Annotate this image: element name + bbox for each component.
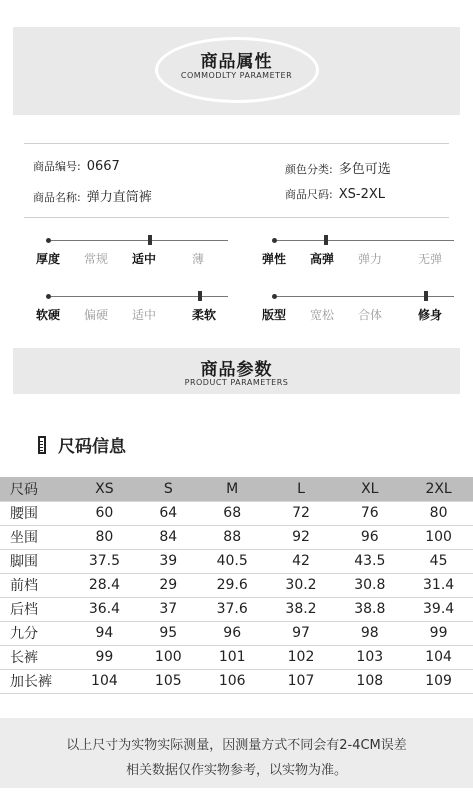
attribute-option: 常规 [84, 252, 109, 266]
table-cell: 104 [70, 669, 139, 693]
table-row [0, 525, 473, 549]
attribute-option: 高弹 [310, 252, 335, 266]
table-header-cell: S [139, 477, 198, 501]
table-cell: 37 [139, 597, 198, 621]
table-cell: 29 [139, 573, 198, 597]
table-cell: 后档 [0, 597, 70, 621]
table-cell: 39 [139, 549, 198, 573]
table-cell: 38.8 [335, 597, 404, 621]
table-cell: 29.6 [198, 573, 267, 597]
table-cell: 97 [267, 621, 336, 645]
table-row [0, 621, 473, 645]
table-cell: 92 [267, 525, 336, 549]
disclaimer-footer [0, 718, 473, 788]
info-item-size: 商品尺码: XS-2XL [285, 187, 385, 202]
attribute-option: 偏硬 [84, 308, 109, 322]
info-item-color: 颜色分类: 多色可选 [285, 162, 391, 177]
table-cell: 30.2 [267, 573, 336, 597]
table-cell: 100 [404, 525, 473, 549]
table-cell: 腰围 [0, 501, 70, 525]
table-cell: 84 [139, 525, 198, 549]
attribute-option: 修身 [418, 308, 443, 322]
attribute-name: 软硬 [36, 308, 61, 322]
table-cell: 45 [404, 549, 473, 573]
scale-start-dot [272, 294, 277, 299]
table-cell: 95 [139, 621, 198, 645]
size-table [0, 477, 473, 694]
table-cell: 105 [139, 669, 198, 693]
table-cell: 30.8 [335, 573, 404, 597]
table-cell: 80 [404, 501, 473, 525]
banner-subtitle: COMMODLTY PARAMETER [180, 71, 293, 80]
table-cell: 加长裤 [0, 669, 70, 693]
table-cell: 99 [70, 645, 139, 669]
scale-start-dot [46, 238, 51, 243]
banner-subtitle: PRODUCT PARAMETERS [184, 378, 289, 387]
divider [24, 217, 449, 218]
disclaimer-line-2: 相关数据仅作实物参考，以实物为准。 [125, 763, 347, 778]
divider [24, 143, 449, 144]
table-cell: 40.5 [198, 549, 267, 573]
attribute-option: 弹力 [358, 252, 383, 266]
table-row [0, 573, 473, 597]
table-cell: 64 [139, 501, 198, 525]
attribute-option: 适中 [132, 252, 157, 266]
table-cell: 96 [335, 525, 404, 549]
scale-track [274, 240, 454, 241]
product-parameters-banner [13, 348, 460, 394]
attribute-option: 适中 [132, 308, 157, 322]
table-cell: 长裤 [0, 645, 70, 669]
table-row [0, 501, 473, 525]
table-cell: 106 [198, 669, 267, 693]
scale-track [48, 240, 228, 241]
commodity-parameter-banner [13, 27, 460, 115]
table-cell: 72 [267, 501, 336, 525]
table-cell: 42 [267, 549, 336, 573]
disclaimer-line-1: 以上尺寸为实物实际测量，因测量方式不同会有2-4CM误差 [66, 738, 407, 753]
table-row [0, 597, 473, 621]
table-cell: 37.5 [70, 549, 139, 573]
scale-start-dot [46, 294, 51, 299]
table-header-cell: M [198, 477, 267, 501]
table-header-cell: XS [70, 477, 139, 501]
table-cell: 坐围 [0, 525, 70, 549]
info-item-name: 商品名称: 弹力直筒裤 [33, 190, 152, 205]
table-cell: 脚围 [0, 549, 70, 573]
table-cell: 60 [70, 501, 139, 525]
table-cell: 104 [404, 645, 473, 669]
scale-marker [198, 291, 202, 301]
scale-marker [424, 291, 428, 301]
scale-start-dot [272, 238, 277, 243]
table-cell: 31.4 [404, 573, 473, 597]
table-cell: 37.6 [198, 597, 267, 621]
banner-title: 商品属性 [200, 52, 273, 72]
table-cell: 96 [198, 621, 267, 645]
table-header-cell: 尺码 [0, 477, 70, 501]
attribute-option: 薄 [192, 252, 205, 266]
table-cell: 28.4 [70, 573, 139, 597]
table-cell: 前档 [0, 573, 70, 597]
info-item-sku: 商品编号: 0667 [33, 159, 120, 174]
table-cell: 108 [335, 669, 404, 693]
table-cell: 98 [335, 621, 404, 645]
table-cell: 101 [198, 645, 267, 669]
table-row [0, 645, 473, 669]
table-cell: 88 [198, 525, 267, 549]
attribute-name: 弹性 [262, 252, 287, 266]
table-cell: 102 [267, 645, 336, 669]
attribute-name: 厚度 [36, 252, 61, 266]
table-cell: 94 [70, 621, 139, 645]
table-cell: 43.5 [335, 549, 404, 573]
table-row [0, 669, 473, 693]
attribute-option: 宽松 [310, 308, 335, 322]
table-cell: 80 [70, 525, 139, 549]
ruler-icon [38, 436, 46, 454]
table-cell: 100 [139, 645, 198, 669]
banner-title: 商品参数 [200, 360, 273, 380]
table-cell: 109 [404, 669, 473, 693]
table-cell: 68 [198, 501, 267, 525]
table-cell: 76 [335, 501, 404, 525]
attribute-name: 版型 [262, 308, 287, 322]
table-header-cell: XL [335, 477, 404, 501]
table-header-cell: 2XL [404, 477, 473, 501]
table-cell: 103 [335, 645, 404, 669]
table-cell: 36.4 [70, 597, 139, 621]
table-cell: 38.2 [267, 597, 336, 621]
scale-marker [324, 235, 328, 245]
table-cell: 99 [404, 621, 473, 645]
table-header-row [0, 477, 473, 501]
size-info-title: 尺码信息 [58, 437, 126, 457]
table-cell: 107 [267, 669, 336, 693]
table-cell: 九分 [0, 621, 70, 645]
table-cell: 39.4 [404, 597, 473, 621]
attribute-option: 无弹 [418, 252, 443, 266]
attribute-option: 合体 [358, 308, 383, 322]
table-row [0, 549, 473, 573]
attribute-option: 柔软 [192, 308, 217, 322]
scale-marker [148, 235, 152, 245]
size-info-heading [38, 432, 126, 457]
table-header-cell: L [267, 477, 336, 501]
